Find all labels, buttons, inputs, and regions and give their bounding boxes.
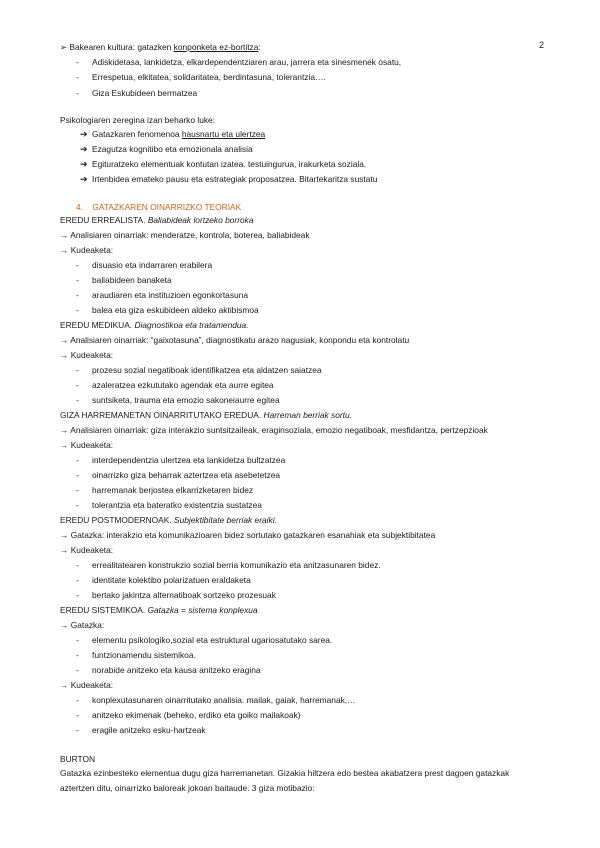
dash-bullet: - [76,275,79,285]
dash-bullet: - [76,260,79,270]
dash-bullet: - [76,57,79,67]
section-heading: 4. GATAZKAREN OINARRIZKO TEORIAK [76,202,242,212]
bake-label: Bakearen kultura: gatazken [69,42,174,52]
bake-underlined: konponketa ez-bortitza [173,42,259,52]
dash-bullet: - [76,560,79,570]
medik-title: EREDU MEDIKUA. Diagnostikoa eta tratamendua. [60,320,249,330]
dash-bullet: - [76,650,79,660]
list-item: araudiaren eta instituzioen egonkortasuna [92,290,248,300]
dash-bullet: - [76,695,79,705]
list-item: Gatazkaren fenomenoa hausnartu eta ulertzea [92,129,266,139]
dash-bullet: - [76,72,79,82]
list-item: Errespetua, elkitatea, solidaritatea, berdintasuna, tolerantzia…. [92,72,326,82]
arrow-bullet-icon: ➔ [80,159,88,169]
giza-kudeaketa: → Kudeaketa: [60,440,114,450]
dash-bullet: - [76,470,79,480]
sist-kudeaketa: → Kudeaketa: [60,680,114,690]
list-item: eragile anitzeko esku-hartzeak [92,725,206,735]
list-item: balea eta giza eskubideen aldeko aktibismoa [92,305,259,315]
list-item: norabide anitzeko eta kausa anitzeko eragina [92,665,261,675]
postm-gatazka: → Gatazka: interakzio eta komunikazioaren bidez sortutako gatazkaren esanahiak eta subjektibitatea [60,530,436,540]
arrow-bullet-icon: ➔ [80,144,88,154]
bake-heading: ➢ Bakearen kultura: gatazken konponketa ez-bortitza: [60,42,261,52]
sist-title: EREDU SISTEMIKOA. Gatazka = sistema konplexua [60,605,258,615]
arrowhead-bullet-icon: ➢ [60,42,68,52]
list-item: Irtenbidea emateko pausu eta estrategiak proposatzea. Bitartekaritza sustatu [92,174,378,184]
list-item: elementu psikologiko,sozial eta estruktural ugariosatutako sarea. [92,635,333,645]
dash-bullet: - [76,380,79,390]
list-item: harremanak berjostea elkarrizketaren bidez [92,485,254,495]
list-item: prozesu sozial negatiboak identifikatzea eta aldatzen saiatzea [92,365,322,375]
list-item: bertako jakintza alternatiboak sortzeko prozesuak [92,590,276,600]
dash-bullet: - [76,305,79,315]
list-item: tolerantzia eta bateratko existentzia sustatzea [92,500,262,510]
page-number: 2 [538,40,544,50]
list-item: interdependentzia ulertzea eta lankidetza bultzatzea [92,455,286,465]
dash-bullet: - [76,710,79,720]
postm-kudeaketa: → Kudeaketa: [60,545,114,555]
list-item: azaleratzea ezkututako agendak eta aurre egitea [92,380,274,390]
burton-line-1: Gatazka ezinbesteko elementua dugu giza harremanetan. Gizakia hiltzera edo bestea akabatzera prest dagoen gatazkak [60,768,510,778]
list-item: suntsiketa, trauma eta emozio sakoneiaurre egitea [92,395,280,405]
list-item: oinarrizko giza beharrak aztertzea eta asebetetzea [92,470,281,480]
list-item: anitzeko ekimenak (beheko, erdiko eta goiko mailakoak) [92,710,301,720]
sist-gatazka: → Gatazka: [60,620,105,630]
erreal-analisia: → Analisiaren oinarriak: menderatze, kontrola, boterea, baliabideak [60,230,310,240]
dash-bullet: - [76,725,79,735]
medik-kudeaketa: → Kudeaketa: [60,350,114,360]
erreal-kudeaketa: → Kudeaketa: [60,245,114,255]
list-item: Giza Eskubideen bermatzea [92,88,198,98]
list-item: Ezagutza kognitibo eta emozionala analisia [92,144,253,154]
list-item: Adiskidetasa, lankidetza, elkardependentziaren arau, jarrera eta sinesmenek osatu, [92,57,402,67]
burton-title: BURTON [60,754,96,764]
burton-line-2: aztertzen ditu, oinarrizko baloreak jokoan baitaude. 3 giza motibazio: [60,783,315,793]
erreal-title: EREDU ERREALISTA. Baliabideak lortzeko borroka [60,215,254,225]
list-item: konplexutasunaren oinarritutako analisia. mailak, gaiak, harremanak,… [92,695,356,705]
dash-bullet: - [76,575,79,585]
dash-bullet: - [76,455,79,465]
medik-analisia: → Analisiaren oinarriak: “gaixotasuna”, diagnostikatu arazo nagusiak, konpondu eta kontrolatu [60,335,410,345]
postm-title: EREDU POSTMODERNOAK. Subjektibitate berriak eraiki. [60,515,277,525]
dash-bullet: - [76,290,79,300]
dash-bullet: - [76,365,79,375]
dash-bullet: - [76,88,79,98]
dash-bullet: - [76,590,79,600]
dash-bullet: - [76,485,79,495]
dash-bullet: - [76,665,79,675]
list-item: funtzionamendu sistemikoa. [92,650,196,660]
giza-analisia: → Analisiaren oinarriak: giza interakzio suntsitzaileak, eraginsoziala, emozio negatiboak, mesfidantza, pertzepzioak [60,425,488,435]
giza-title: GIZA HARREMANETAN OINARRITUTAKO EREDUA. Harreman berriak sortu. [60,410,352,420]
list-item: Egituratzeko elementuak kontutan izatea. testuingurua, irakurketa soziala. [92,159,367,169]
dash-bullet: - [76,635,79,645]
dash-bullet: - [76,500,79,510]
list-item: disuasio eta indarraren erabilera [92,260,213,270]
arrow-bullet-icon: ➔ [80,174,88,184]
list-item: baliabideen banaketa [92,275,172,285]
list-item: errealitatearen konstrukzio sozial berria komunikazio eta anitzasunaren bidez. [92,560,381,570]
dash-bullet: - [76,395,79,405]
list-item: identitate kolektibo polarizatuen eraldaketa [92,575,251,585]
psiko-intro: Psikologiaren zeregina izan beharko luke: [60,115,216,125]
arrow-bullet-icon: ➔ [80,129,88,139]
